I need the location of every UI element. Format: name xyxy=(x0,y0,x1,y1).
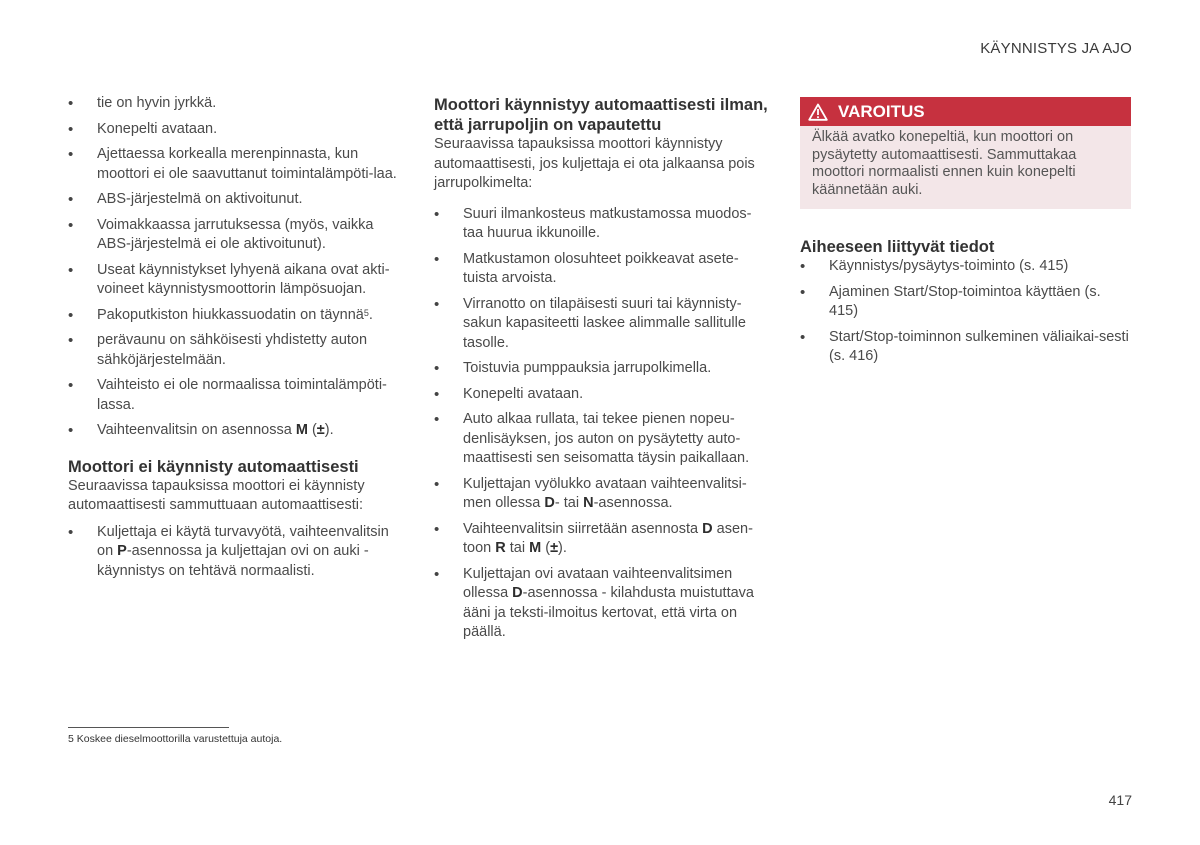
list-item-text: Kuljettajan ovi avataan vaihteenvalitsimen ollessa xyxy=(463,565,733,601)
list-item xyxy=(68,421,403,441)
list-item: • Pakoputkiston hiukkassuodatin on täynnä$^5$. xyxy=(68,306,403,326)
list-item: • Konepelti avataan. xyxy=(434,385,770,405)
list-item: • Ajettaessa korkealla merenpinnasta, kun moottori ei ole saavuttanut toimintalämpöti-laa. xyxy=(68,145,403,184)
gear-label: D xyxy=(512,585,523,601)
list-item: • Auto alkaa rullata, tai tekee pienen nopeu-denlisäyksen, jos auton on pysäytetty auto-maattisesti sen seisomatta täysin paikallaan. xyxy=(434,410,770,469)
list-item-text: -asennossa - kilahdusta muistuttava ääni ja teksti-ilmoitus kertovat, että virta on päällä. xyxy=(463,585,754,640)
gear-label: D xyxy=(702,520,713,537)
section-heading: Moottori ei käynnisty automaattisesti xyxy=(68,457,359,476)
footnote: 5 Koskee dieselmoottorilla varustettuja autoja. xyxy=(68,733,283,745)
warning-box xyxy=(800,97,1131,209)
list-item-text: Vaihteenvalitsin siirretään asennosta xyxy=(463,520,703,537)
no-restart-list xyxy=(68,523,403,582)
list-item-text: ( xyxy=(541,540,551,556)
section-header: KÄYNNISTYS JA AJO xyxy=(980,40,1132,57)
list-item: • Voimakkaassa jarrutuksessa (myös, vaikka ABS-järjestelmä ei ole aktivoitunut). xyxy=(68,216,403,255)
auto-start-list xyxy=(434,205,770,643)
related-link[interactable]: • Start/Stop-toiminnon sulkeminen väliaikai-sesti (s. 416) xyxy=(800,328,1131,367)
column-middle xyxy=(434,95,770,649)
page-number: 417 xyxy=(1108,792,1132,808)
gear-label: P xyxy=(117,543,127,559)
gear-label: ± xyxy=(316,422,325,438)
gear-label: M xyxy=(529,540,542,556)
column-left xyxy=(68,94,403,587)
section-intro: Seuraavissa tapauksissa moottori ei käynnisty automaattisesti sammuttuaan automaattisesti: xyxy=(68,477,365,513)
list-item: • Vaihteisto ei ole normaalissa toimintalämpöti-lassa. xyxy=(68,376,403,415)
list-item: • Virranotto on tilapäisesti suuri tai käynnisty-sakun kapasiteetti laskee alimmalle sallitulle tasolle. xyxy=(434,295,770,354)
related-links xyxy=(800,257,1131,367)
footnote-divider xyxy=(68,727,229,728)
gear-label: ± xyxy=(550,540,559,556)
list-item-text: -asennossa. xyxy=(593,495,673,511)
list-item xyxy=(434,520,770,559)
list-item-text: ( xyxy=(307,422,317,438)
list-item: • Matkustamon olosuhteet poikkeavat asete-tuista arvoista. xyxy=(434,250,770,289)
list-item-text: Pakoputkiston hiukkassuodatin on täynnä xyxy=(97,306,364,323)
related-link[interactable]: • Käynnistys/pysäytys-toiminto (s. 415) xyxy=(800,257,1131,277)
column-right xyxy=(800,97,1131,373)
gear-label: M xyxy=(295,422,308,438)
list-item-text: asen-toon xyxy=(463,520,753,556)
list-item: • Suuri ilmankosteus matkustamossa muodos-taa huurua ikkunoille. xyxy=(434,205,770,244)
list-item-text: ). xyxy=(324,422,334,438)
list-item-text: Kuljettajan vyölukko avataan vaihteenvalitsi-men ollessa xyxy=(463,475,747,511)
section-intro: Seuraavissa tapauksissa moottori käynnistyy automaattisesti, jos kuljettaja ei ota jalkaansa pois jarrupolkimelta: xyxy=(434,136,755,191)
section-heading: Moottori käynnistyy automaattisesti ilman, että jarrupoljin on vapautettu xyxy=(434,96,768,134)
list-item xyxy=(434,565,770,643)
list-item xyxy=(68,523,403,582)
gear-label: N xyxy=(583,495,594,511)
list-item: • Useat käynnistykset lyhyenä aikana ovat akti-voineet käynnistysmoottorin lämpösuojan. xyxy=(68,261,403,300)
list-item-text: Kuljettaja ei käytä turvavyötä, vaihteenvalitsin on xyxy=(97,523,389,559)
list-item: • tie on hyvin jyrkkä. xyxy=(68,94,403,114)
list-item-text: - tai xyxy=(554,495,584,511)
list-item: • Konepelti avataan. xyxy=(68,120,403,140)
list-item-text: ). xyxy=(558,540,567,556)
list-item-text: tai xyxy=(505,540,530,556)
list-item: • Toistuvia pumppauksia jarrupolkimella. xyxy=(434,359,770,379)
list-item xyxy=(434,475,770,514)
list-item: • ABS-järjestelmä on aktivoitunut. xyxy=(68,190,403,210)
related-link[interactable]: • Ajaminen Start/Stop-toimintoa käyttäen (s. 415) xyxy=(800,283,1131,322)
gear-label: D xyxy=(544,495,555,511)
list-item-text: -asennossa ja kuljettajan ovi on auki - käynnistys on tehtävä normaalisti. xyxy=(97,543,369,579)
warning-text: Älkää avatko konepeltiä, kun moottori on pysäytetty automaattisesti. Sammuttakaa moottori normaalisti ennen kuin konepelti käännetään auki. xyxy=(812,129,1077,198)
warning-triangle-icon xyxy=(808,103,828,121)
warning-title: VAROITUS xyxy=(838,101,925,121)
warning-header xyxy=(800,97,1131,126)
list-item: • perävaunu on sähköisesti yhdistetty auton sähköjärjestelmään. xyxy=(68,331,403,370)
gear-label: R xyxy=(495,540,506,556)
related-heading: Aiheeseen liittyvät tiedot xyxy=(800,238,995,256)
conditions-list xyxy=(68,94,403,441)
list-item-text: Vaihteenvalitsin on asennossa xyxy=(97,422,292,438)
footnote-ref: 5 xyxy=(363,307,369,318)
